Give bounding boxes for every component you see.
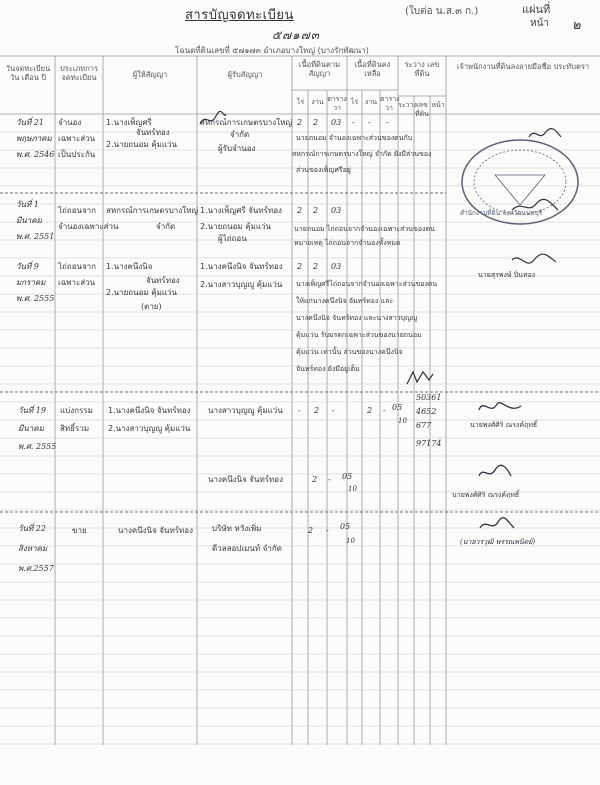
entry5-area-fraction: 10: [348, 485, 357, 493]
entry3-note: นางเพ็ญศรีไถ่ถอนจากจำนองเฉพาะส่วนของตน ให้แก่นางคนึงนิจ จันทร์ทอง และ นางคนึงนิจ จันทร์ทอง และนางสาวบุญญู คุ้มแว่น รับมรดกเฉพาะส่วนของนายถนอม คุ้มแว่น เท่านั้น ส่วนของนางคนึงนิจ จันทร์ทอง ยังมีอยู่เต็ม: [296, 280, 438, 373]
location-line: โฉนดที่ดินเลขที่ ๕๗๑๗๓ อำเภอบางใหญ่ (บางรักพัฒนา): [175, 46, 369, 55]
remain-unit-wa: ตารางวา: [380, 95, 400, 112]
unit-wa: ตารางวา: [327, 95, 347, 112]
entry5-official-name: นายพงศ์ศิริ ณรงค์ฤทธิ์: [452, 491, 520, 499]
entry1-area-rai: 2: [297, 118, 303, 127]
entry4-type: แบ่งกรรม สิทธิ์รวม: [60, 406, 93, 433]
entry1-type: จำนอง เฉพาะส่วน เป็นประกัน: [58, 118, 96, 159]
entry5-area-wa: 05: [342, 472, 353, 481]
deed-unit-page: หน้า: [431, 101, 445, 109]
col-official: เจ้าพนักงานที่ดินลงลายมือชื่อ ประทับตรา: [456, 62, 590, 71]
signature-6: [475, 396, 525, 420]
entry6-area-fraction: 10: [346, 537, 355, 545]
entry2-area-wa: 03: [331, 206, 342, 215]
signature-4: [510, 250, 560, 272]
entry4-date: วันที่ 19 มีนาคม พ.ศ. 2555: [18, 406, 57, 451]
col-type: ประเภทการจดทะเบียน: [59, 64, 99, 82]
entry2-grantor: สหกรณ์การเกษตรบางใหญ่ จำกัด: [106, 206, 199, 231]
entry3-grantee: 1.นางคนึงนิจ จันทร์ทอง 2.นางสาวบุญญู คุ้มแว่น: [200, 262, 283, 289]
entry6-area-wa: 05: [340, 522, 351, 531]
entry1-area-ngan: 2: [313, 118, 319, 127]
entry4-remain-ngan: -: [383, 406, 386, 415]
entry5-grantee: นางคนึงนิจ จันทร์ทอง: [208, 475, 284, 484]
col-area-transferred: เนื้อที่ดินตามสัญญา: [298, 60, 341, 78]
signature-7: [475, 462, 515, 484]
entry4-deed-no: 50361 4652 677 97174: [416, 393, 442, 448]
entry5-area-ngan: -: [328, 475, 331, 484]
remain-unit-rai: ไร่: [350, 98, 359, 106]
entry2-type: ไถ่ถอนจาก จำนองเฉพาะส่วน: [58, 206, 119, 231]
entry1-grantor: 1.นางเพ็ญศรี จันทร์ทอง 2.นายถนอม คุ้มแว่น: [106, 118, 177, 149]
unit-ngan: งาน: [311, 98, 324, 106]
entry4-grantee: นางสาวบุญญู คุ้มแว่น: [208, 406, 283, 415]
entry2-date: วันที่ 1 มีนาคม พ.ศ. 2551: [16, 200, 55, 241]
entry1-date: วันที่ 21 พฤษภาคม พ.ศ. 2546: [16, 118, 55, 159]
entry6-area-rai: 2: [308, 526, 314, 535]
deed-unit-sheet: ระวาง: [398, 101, 417, 109]
entry4-area-ngan: 2: [314, 406, 320, 415]
sheet-label: แผ่นที่: [522, 3, 551, 16]
page-label: หน้า: [530, 18, 550, 29]
entry4-remain-rai: 2: [367, 406, 373, 415]
entry1-remain-rai: -: [352, 118, 355, 127]
entry4-area-wa: -: [332, 406, 335, 415]
entry3-grantor: 1.นางคนึงนิจ จันทร์ทอง 2.นายถนอม คุ้มแว่น (ตาย): [106, 262, 180, 311]
entry4-official-name: นายพงศ์ศิริ ณรงค์ฤทธิ์: [470, 421, 538, 429]
col-grantor: ผู้ให้สัญญา: [132, 70, 168, 79]
entry6-type: ขาย: [72, 526, 87, 535]
signature-5: [405, 368, 435, 388]
entry1-note: นายถนอม จำนองเฉพาะส่วนของตนกับ สหกรณ์การเกษตรบางใหญ่ จำกัด ยังมีส่วนของ ส่วนของเพ็ญศรีอยู่: [292, 134, 432, 174]
entry4-remain-wa: 05: [392, 403, 403, 412]
entry5-area-rai: 2: [312, 475, 318, 484]
entry4-area-rai: -: [298, 406, 301, 415]
form-note: (ใบต่อ น.ส.๓ ก.): [405, 6, 479, 17]
entry6-grantee: บริษัท หวังเพิ่ม ดีวลลอปเมนท์ จำกัด: [212, 524, 282, 553]
signature-1: [198, 110, 228, 130]
col-area-remaining: เนื้อที่ดินคงเหลือ: [354, 60, 391, 78]
entry4-remain-fraction: 10: [398, 417, 407, 425]
deed-unit-parcel: เลขที่ดิน: [415, 101, 429, 118]
signature-8: [476, 516, 516, 536]
entry1-grantee: สหกรณ์การเกษตรบางใหญ่ จำกัด ผู้รับจำนอง: [200, 118, 293, 153]
entry3-area-wa: 03: [331, 262, 342, 271]
entry3-date: วันที่ 9 มกราคม พ.ศ. 2555: [16, 262, 55, 303]
entry2-grantee: 1.นางเพ็ญศรี จันทร์ทอง 2.นายถนอม คุ้มแว่น ผู้ไถ่ถอน: [200, 206, 282, 243]
entry1-remain-ngan: -: [368, 118, 371, 127]
entry2-note: นายถนอม ไถ่ถอนจากจำนองเฉพาะส่วนของตน หมายเหตุ ไถ่ถอนจากจำนองทั้งหมด: [294, 225, 435, 247]
land-office-stamp-text: สำนักงานที่ดิน จังหวัดนนทบุรี: [460, 209, 543, 217]
col-deed-no: ระวาง เลขที่ดิน: [404, 60, 440, 78]
page-title: สารบัญจดทะเบียน: [185, 8, 294, 23]
entry3-area-ngan: 2: [313, 262, 319, 271]
entry1-remain-wa: -: [386, 118, 389, 127]
entry6-date: วันที่ 22 สิงหาคม พ.ศ.2557: [18, 524, 54, 573]
entry6-official-name: (นายวรวุฒิ พรรณพนิตย์): [460, 538, 536, 546]
page-number: ๒: [572, 18, 581, 33]
official-name-stamp: นายสุรพงษ์ ปิ่นทอง: [478, 271, 536, 279]
entry2-area-rai: 2: [297, 206, 303, 215]
entry6-grantor: นางคนึงนิจ จันทร์ทอง: [118, 526, 194, 535]
remain-unit-ngan: งาน: [364, 98, 378, 106]
unit-rai: ไร่: [296, 98, 305, 106]
deed-number: ๕๗๑๗๓: [272, 28, 320, 42]
entry3-area-rai: 2: [297, 262, 303, 271]
col-grantee: ผู้รับสัญญา: [227, 70, 263, 79]
entry4-grantor: 1.นางคนึงนิจ จันทร์ทอง 2.นางสาวบุญญู คุ้มแว่น: [108, 406, 191, 433]
entry3-type: ไถ่ถอนจาก เฉพาะส่วน: [58, 262, 97, 287]
entry1-area-wa: 03: [331, 118, 342, 127]
entry6-area-ngan: -: [326, 526, 329, 535]
entry2-area-ngan: 2: [313, 206, 319, 215]
col-date: วันจดทะเบียน วัน เดือน ปี: [5, 64, 51, 82]
